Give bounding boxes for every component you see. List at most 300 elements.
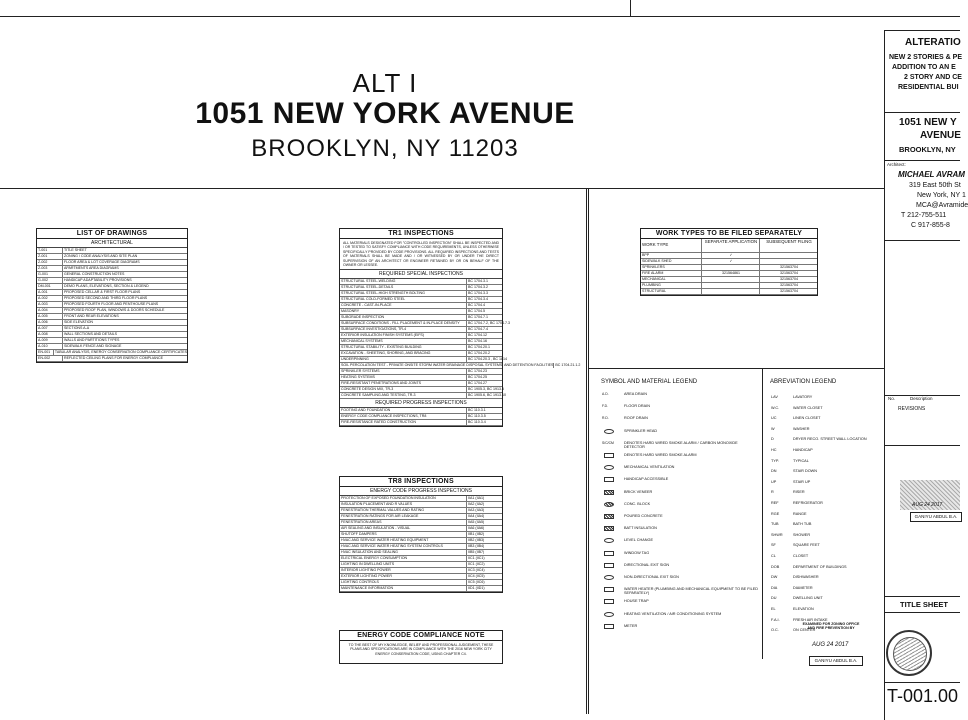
tr1-special-cell: BC 1704.12 (466, 333, 502, 338)
legend-symbol-icon (602, 599, 616, 604)
tr1-special-cell: BC 1905.3, BC 1913.5 (468, 387, 504, 392)
tr1-special-cell: CONCRETE - CAST-IN-PLACE (341, 303, 392, 308)
work-type-cell (701, 289, 759, 294)
tb-line-6 (884, 596, 960, 597)
tr8-inspections-table (339, 476, 503, 593)
tr1-special-cell: BC 1704.7.2, BC 1704.7.3 (468, 321, 510, 326)
work-type-cell: 321564861 (701, 271, 759, 276)
drawing-cell: A-008 (37, 332, 63, 337)
column-divider-2 (588, 189, 589, 714)
abbrev-code: EL (771, 607, 776, 611)
tr1-special-cell: BC 1704.20.2 (466, 351, 502, 356)
abbrev-code: CL (771, 554, 776, 558)
legend-symbol-icon (602, 575, 616, 580)
tr8-cell: INSULATION PLACEMENT AND R VALUES (341, 502, 413, 506)
work-type-cell: FIRE ALARM (642, 271, 664, 275)
legend-symbol-label: WATER HEATER (PLUMBING AND MECHANICAL EQUIPMENT TO BE FILED SEPARATELY) (624, 587, 758, 596)
abbrev-code: W.C. (771, 405, 780, 410)
legend-symbol-icon (602, 502, 616, 507)
legend-symbol-icon (602, 587, 616, 592)
drawing-cell: TITLE SHEET (64, 248, 87, 252)
tr8-sub: ENERGY CODE PROGRESS INSPECTIONS (340, 487, 502, 496)
abbrev-code: D (771, 437, 774, 442)
legend-symbol-icon (602, 465, 616, 470)
tr1-progress-title: REQUIRED PROGRESS INSPECTIONS (340, 399, 502, 408)
tb-addr-2: AVENUE (920, 130, 961, 141)
drawing-cell: T-001 (37, 248, 63, 253)
tb-contact-3: MCA@Avramide (916, 202, 968, 209)
tb-no-label: No. (888, 396, 896, 401)
tr8-cell: IID1 (IID1) (466, 586, 502, 591)
tr1-special-cell: BC 1704.21.1.2 (555, 363, 581, 368)
work-types-header-row (641, 239, 817, 253)
drawing-cell: WALL SECTIONS AND DETAILS (64, 332, 117, 336)
legend-symbol-icon (602, 538, 616, 543)
tr8-cell: ELECTRICAL ENERGY CONSUMPTION (341, 556, 408, 560)
tr1-special-cell: BC 1704.3.3 (466, 291, 502, 296)
tr1-special-title: REQUIRED SPECIAL INSPECTIONS (340, 269, 502, 279)
legend-symbol-icon (602, 441, 616, 446)
energy-compliance-note (339, 630, 503, 664)
tb-desc-label: Description (910, 396, 933, 401)
abbrev-code: DW (771, 575, 778, 580)
legend-symbol-label: METER (624, 623, 638, 628)
abbrev-code: R (771, 490, 774, 495)
abbrev-meaning: LAVATORY (793, 395, 813, 399)
tr8-cell: IIA1 (IIA1) (466, 496, 502, 501)
legend-symbol-label: HEATING VENTILATION / AIR CONDITIONING SYSTEM (624, 611, 722, 616)
examined-stamp-name-box (809, 656, 863, 666)
tr1-special-cell: BC 1704.3.2 (466, 285, 502, 290)
abbrev-code: RGE (771, 511, 780, 516)
work-type-cell (701, 277, 759, 282)
tb-desc-1: NEW 2 STORIES & PE (889, 54, 962, 61)
tr8-cell: LIGHTING IN DWELLING UNITS (341, 562, 395, 566)
top-border-line (0, 16, 960, 17)
drawing-cell: APARTMENTS AREA DIAGRAMS (64, 266, 119, 270)
abbrev-meaning: FRESH AIR INTAKE (793, 617, 828, 622)
tb-desc-3: 2 STORY AND CE (904, 74, 962, 81)
tr8-cell: IIA6 (IIA6) (466, 526, 502, 531)
work-type-cell: SPRINKLERS (642, 265, 665, 269)
tb-revisions: REVISIONS (898, 406, 926, 412)
work-type-cell: STRUCTURAL (642, 289, 667, 293)
tr8-cell: SHUTOFF DAMPERS (341, 532, 377, 536)
abbrev-meaning: BATH TUB (793, 522, 812, 527)
legend-symbol-icon (602, 490, 616, 495)
abbrev-code: O.C. (771, 628, 779, 633)
tr1-special-cell: BC 1704.7.4 (466, 327, 502, 332)
drawing-cell: DEMO PLANS, ELEVATIONS, SECTION & LEGEND (64, 284, 149, 288)
wt-header-separate: SEPARATE APPLICATION (701, 239, 759, 252)
drawing-cell: PROPOSED ROOF PLAN, WINDOWS & DOORS SCHEDULE (64, 308, 165, 312)
tr8-cell: IIA3 (IIA3) (466, 508, 502, 513)
tr8-cell: LIGHTING CONTROLS (341, 580, 379, 584)
work-type-cell: PLUMBING (642, 283, 661, 287)
tb-stamp-name-box (910, 512, 962, 522)
drawing-cell: FRONT AND REAR ELEVATIONS (64, 314, 119, 318)
tb-sheet-title: TITLE SHEET (900, 600, 948, 609)
tr1-progress-cell: FIRE-RESISTANCE RATED CONSTRUCTION (341, 420, 416, 425)
drawing-cell: A-001 (37, 290, 63, 295)
work-type-cell: 321563704 (759, 265, 817, 270)
tb-line-7 (884, 612, 960, 613)
legend-symbol-icon (602, 404, 616, 409)
drawing-cell: SECTIONS A-A (64, 326, 90, 330)
tr1-special-cell: SUBSURFACE CONDITIONS - FILL PLACEMENT & IN-PLACE DENSITY (341, 321, 460, 326)
legend-symbol-label: BRICK VENEER (624, 489, 653, 494)
work-type-cell: 321563704 (759, 277, 817, 282)
tr8-cell: IIB1 (IIB2) (466, 532, 502, 537)
legend-symbol-label: DENOTES HARD WIRED SMOKE ALARM (624, 453, 697, 457)
titleblock-left-border (884, 30, 885, 720)
tr8-row (340, 586, 502, 592)
drawing-cell: EN-001 (37, 350, 54, 355)
drawing-cell: A-002 (37, 296, 63, 301)
tr1-special-cell: BC 1704.25 (466, 375, 502, 380)
legend-symbol-label: FLOOR DRAIN (624, 404, 650, 409)
drawing-cell: G-002 (37, 278, 63, 283)
legend-symbol-icon (602, 477, 616, 482)
abbrev-code: DIA (771, 585, 778, 590)
tr1-progress-cell: BC 110.3.1 (466, 408, 502, 413)
legend-symbol-label: LEVEL CHANGE (624, 538, 653, 543)
legend-symbol-code: F.D. (602, 404, 609, 409)
legend-symbol-label: HOUSE TRAP (624, 599, 649, 604)
energy-text: TO THE BEST OF MY KNOWLEDGE, BELIEF AND PROFESSIONAL JUDGEMENT, THESE PLANS AND SPECIFICATIONS ARE IN COMPLIANCE WITH THE 2016 NEW YORK CITY ENERGY CONSERVATION CODE, USING CHAPTER C4. (348, 643, 494, 656)
tr8-cell: IIC4 (IIC5) (466, 574, 502, 579)
tr8-cell: EXTERIOR LIGHTING POWER (341, 574, 392, 578)
tb-architect-label: Architect: (887, 162, 906, 167)
examined-stamp-name: GANIYU ABDUL B.A. (814, 658, 858, 663)
drawing-cell: A-007 (37, 326, 63, 331)
tr1-progress-cell: ENERGY CODE COMPLIANCE INSPECTIONS, TR8 (341, 414, 427, 419)
tr1-special-cell: FIRE-RESISTANT PENETRATIONS AND JOINTS (341, 381, 422, 386)
drawing-cell: ZONING / CODE ANALYSIS AND SITE PLAN (64, 254, 138, 258)
tr8-cell: IIA4 (IIA4) (466, 514, 502, 519)
legend-symbol-label: ROOF DRAIN (624, 416, 648, 421)
abbrev-code: SF (771, 543, 776, 548)
drawing-cell: A-006 (37, 320, 63, 325)
drawing-cell: DM-001 (37, 284, 63, 289)
tr1-progress-cell: BC 110.3.5 (466, 414, 502, 419)
work-type-cell (701, 265, 759, 270)
legend-divider (762, 369, 763, 659)
legend-symbol-icon (602, 514, 616, 519)
tb-sheet-number: T-001.00 (887, 686, 959, 706)
drawing-cell: GENERAL CONSTRUCTION NOTES (64, 272, 125, 276)
tr1-title: TR1 INSPECTIONS (340, 229, 502, 239)
legend-symbol-label: BATT INSULATION (624, 526, 657, 531)
tr8-cell: IIB5 (IIB7) (466, 550, 502, 555)
drawing-cell: PROPOSED SECOND AND THIRD FLOOR PLANS (64, 296, 148, 300)
tr1-special-cell: MASONRY (341, 309, 360, 314)
abbrev-meaning: HANDICAP (793, 448, 813, 452)
abbrev-meaning: DWELLING UNIT (793, 596, 823, 601)
tr1-special-cell: EXTERIOR INSULATION FINISH SYSTEMS (EIFS) (341, 333, 424, 338)
legend-symbol-label: DIRECTIONAL EXIT SIGN (624, 562, 670, 567)
tr1-special-cell: BC 1704.4 (466, 303, 502, 308)
legend-symbol-label: POURED CONCRETE (624, 514, 663, 518)
tr1-special-cell: CONCRETE DESIGN MIX, TR-3 (341, 387, 394, 392)
tr8-cell: AIR SEALING AND INSULATION - VISUAL (341, 526, 411, 530)
drawing-cell: HANDICAP ADAPTABILITY PROVISIONS (64, 278, 132, 282)
tr1-progress-row (340, 420, 502, 426)
abbrev-meaning: CLOSET (793, 554, 809, 558)
abbrev-code: REF (771, 501, 779, 505)
tr8-cell: HVAC INSULATION AND SEALING (341, 550, 398, 554)
drawing-cell: WALLS AND PARTITIONS TYPES (64, 338, 120, 342)
header-bottom-line (0, 188, 884, 189)
drawing-cell: EN-002 (37, 356, 63, 361)
legend-symbol-icon (602, 416, 616, 421)
tr1-special-cell: STRUCTURAL STEEL-WELDING (341, 279, 396, 284)
tb-line-1 (884, 112, 960, 113)
tb-contact-2: New York, NY 1 (917, 192, 966, 199)
tr8-cell: HVAC AND SERVICE WATER HEATING SYSTEM CONTROLS (341, 544, 443, 548)
column-divider-1 (586, 189, 587, 714)
tr1-special-cell: SOIL PERCOLATION TEST - PRIVATE ONSITE STORM WATER DRAINAGE DISPOSAL SYSTEMS, AND DETENTION FACILITIES (341, 363, 554, 368)
examined-stamp-text: EXAMINED FOR ZONING OFFICE AND FIRE PREVENTION BY (802, 622, 860, 630)
tb-stamp-date: AUG 24 2017 (912, 502, 943, 508)
top-divider (630, 0, 631, 16)
abbrev-code: W (771, 426, 775, 431)
work-type-row (641, 289, 817, 295)
tr1-special-cell: STRUCTURAL STABILITY - EXISTING BUILDING (341, 345, 422, 350)
legend-symbol-code: S/C/CM (602, 440, 614, 445)
tr1-special-cell: STRUCTURAL STEEL-HIGH STRENGTH BOLTING (341, 291, 425, 296)
tr1-special-cell: CONCRETE SAMPLING AND TESTING, TR-3 (341, 393, 416, 398)
wt-header-type: WORK TYPE (642, 242, 669, 247)
legend-symbol-label: SPRINKLER HEAD (624, 428, 658, 433)
project-address-title: 1051 NEW YORK AVENUE (195, 97, 575, 130)
work-types-title: WORK TYPES TO BE FILED SEPARATELY (641, 229, 817, 239)
abbrev-meaning: SQUARE FEET (793, 543, 820, 548)
legend-symbol-icon (602, 551, 616, 556)
tr8-cell: IIA5 (IIA5) (466, 520, 502, 525)
list-of-drawings-table (36, 228, 188, 363)
tr8-cell: MAINTENANCE INFORMATION (341, 586, 394, 590)
tb-line-5 (884, 445, 960, 446)
abbrev-code: F.A.I. (771, 617, 780, 622)
wt-header-subsequent: SUBSEQUENT FILING (759, 239, 817, 252)
project-city-title: BROOKLYN, NY 11203 (251, 135, 519, 162)
work-type-cell (759, 253, 817, 258)
work-type-cell (701, 283, 759, 288)
abbreviation-legend-title: ABREVIATION LEGEND (770, 379, 837, 385)
drawing-cell: Z-001 (37, 254, 63, 259)
legend-symbol-icon (602, 526, 616, 531)
tr8-cell: HVAC AND SERVICE WATER HEATING EQUIPMENT (341, 538, 429, 542)
tr1-special-cell: BC 1905.6, BC 1913.10 (468, 393, 506, 398)
tb-contact-1: 319 East 50th St (909, 182, 961, 189)
list-of-drawings-section: ARCHITECTURAL (37, 239, 187, 248)
legend-symbol-label: WINDOW TAG (624, 550, 650, 555)
abbrev-code: LAV (771, 395, 778, 399)
abbrev-code: TUB (771, 522, 779, 527)
legend-symbol-label: HANDICAP ACCESSIBLE (624, 477, 669, 482)
drawing-cell: TABULAR ANALYSIS, ENERGY CONSERVATION COMPLIANCE CERTIFICATES (54, 350, 187, 354)
energy-title: ENERGY CODE COMPLIANCE NOTE (340, 631, 502, 641)
tr1-special-cell: UNDERPINNING (341, 357, 369, 362)
tr1-special-cell: EXCAVATION - SHEETING, SHORING, AND BRACING (341, 351, 431, 356)
tr8-cell: IIC3 (IIC4) (466, 568, 502, 573)
drawing-cell: REFLECTED CEILING PLANS FOR ENERGY COMPLIANCE (64, 356, 163, 360)
abbrev-meaning: RISER (793, 490, 805, 495)
drawing-cell: A-003 (37, 302, 63, 307)
tb-heading: ALTERATIO (905, 37, 961, 48)
tr8-cell: INTERIOR LIGHTING POWER (341, 568, 391, 572)
work-type-cell: 321563704 (759, 271, 817, 276)
tb-desc-4: RESIDENTIAL BUI (898, 84, 959, 91)
tb-stamp-name: GANIYU ABDUL B.A. (914, 514, 958, 519)
tb-architect-name: MICHAEL AVRAM (898, 170, 965, 179)
tr1-special-cell: STRUCTURAL STEEL-DETAILS (341, 285, 394, 290)
tr1-special-cell: BC 1704.16 (466, 339, 502, 344)
work-type-cell (759, 259, 817, 264)
abbrev-meaning: STAIR UP (793, 479, 811, 484)
legend-symbol-icon (602, 563, 616, 568)
tb-desc-2: ADDITION TO AN E (892, 64, 956, 71)
drawing-cell: A-009 (37, 338, 63, 343)
tr8-cell: IIC1 (IIC1) (466, 556, 502, 561)
tr8-cell: FENESTRATION AREAS (341, 520, 382, 524)
abbrev-meaning: SHOWER (793, 532, 811, 537)
abbrev-code: HC (771, 448, 777, 452)
abbrev-meaning: DRYER RECO. STREET WALL LOCATION (793, 437, 867, 442)
drawing-cell: PROPOSED FOURTH FLOOR AND PENTHOUSE PLANS (64, 302, 159, 306)
drawing-cell: PROPOSED CELLAR & FIRST FLOOR PLANS (64, 290, 141, 294)
tr8-cell: FENESTRATION THERMAL VALUES AND RATING (341, 508, 425, 512)
tb-addr-3: BROOKLYN, NY (899, 145, 956, 154)
abbrev-code: DN (771, 469, 777, 474)
abbrev-code: UC (771, 416, 777, 421)
legend-symbol-label: CONC. BLOCK (624, 501, 651, 506)
examined-stamp-date: AUG 24 2017 (812, 642, 849, 648)
legend-symbol-code: A.D. (602, 392, 609, 396)
abbrev-meaning: DEPARTMENT OF BUILDINGS (793, 564, 847, 569)
drawing-cell: A-004 (37, 308, 63, 313)
drawing-cell: G-001 (37, 272, 63, 277)
abbrev-code: DOB (771, 564, 780, 569)
work-type-cell: 321563704 (759, 289, 817, 294)
drawing-cell: Z-002 (37, 260, 63, 265)
titleblock-top-border (884, 30, 960, 31)
tr1-special-cell: BC 1704.27 (466, 381, 502, 386)
abbrev-meaning: STAIR DOWN (793, 469, 817, 474)
tb-contact-5: C 917-855-8 (911, 222, 950, 229)
tr8-cell: FENESTRATION RATINGS FOR AIR LEAKAGE (341, 514, 419, 518)
legend-symbol-label: NON-DIRECTIONAL EXIT SIGN (624, 575, 679, 579)
tr1-special-cell: BC 1704.23 (466, 369, 502, 374)
legend-symbol-icon (602, 453, 616, 458)
work-type-cell: BPP (642, 253, 650, 257)
legend-symbol-label: MECHANICAL VENTILATION (624, 465, 675, 470)
tr8-cell: IIB3 (IIB4) (466, 544, 502, 549)
tr8-cell: IIA2 (IIA2) (466, 502, 502, 507)
tr1-special-cell: SUBSURFACE INVESTIGATIONS, TR-4 (341, 327, 407, 332)
legend-symbol-label: DENOTES HARD WIRED SMOKE ALARM / CARBON MONOXIDE DETECTOR (624, 440, 738, 449)
tr1-paragraph: ALL MATERIALS DESIGNATED FOR "CONTROLLED INSPECTION" SHALL BE INSPECTED AND / OR TESTED TO SATISFY COMPLIANCE WITH CODE REQUIREMENTS, UNLESS OTHERWISE SPECIFICALLY PROVIDED BY CODE PROVISIONS. ALL REQUIRED INSPECTIONS AND TESTS OF MATERIALS SHALL BE MADE AND / OR WITNESSED BY OR UNDER THE DIRECT SUPERVISION OF AN ARCHITECT OR ENGINEER RETAINED BY OR ON BEHALF OF THE OWNER OR LESSEE. (343, 241, 499, 268)
tb-seal-icon (886, 630, 932, 676)
legend-symbol-label: AREA DRAIN (624, 392, 647, 396)
tr8-cell: IIC5 (IIC6) (466, 580, 502, 585)
drawing-cell: Z-003 (37, 266, 63, 271)
tr1-special-cell: BC 1704.3.4 (466, 297, 502, 302)
tr1-special-cell: SUBGRADE INSPECTION (341, 315, 385, 320)
drawing-cell: SIDE ELEVATION (64, 320, 94, 324)
tr1-special-cell: HEATING SYSTEMS (341, 375, 375, 380)
abbrev-code: TYP. (771, 458, 779, 463)
tr8-cell: IIB2 (IIB3) (466, 538, 502, 543)
tr8-cell: IIC1 (IIC2) (466, 562, 502, 567)
tr8-cell: PROTECTION OF EXPOSED FOUNDATION INSULATION (341, 496, 436, 500)
legend-symbol-icon (602, 612, 616, 617)
abbrev-code: UP (771, 479, 777, 484)
tb-line-2 (884, 160, 960, 161)
abbrev-meaning: ELEVATION (793, 607, 814, 611)
tb-addr-1: 1051 NEW Y (899, 117, 957, 128)
abbrev-meaning: DISHWASHER (793, 575, 819, 580)
work-type-cell: MECHANICAL (642, 277, 666, 281)
tr1-special-cell: BC 1704.3.1 (466, 279, 502, 284)
drawing-row (37, 356, 187, 362)
abbrev-code: SHWR (771, 532, 783, 537)
tb-line-3 (884, 240, 960, 241)
list-of-drawings-title: LIST OF DRAWINGS (37, 229, 187, 239)
tr1-special-cell: MECHANICAL SYSTEMS (341, 339, 383, 344)
sheet-alt-title: ALT I (352, 68, 418, 98)
drawing-cell: A-005 (37, 314, 63, 319)
symbol-legend-title: SYMBOL AND MATERIAL LEGEND (601, 379, 698, 385)
abbrev-meaning: WATER CLOSET (793, 405, 823, 410)
tr1-inspections-table (339, 228, 581, 427)
tr8-title: TR8 INSPECTIONS (340, 477, 502, 487)
legend-top-line (588, 368, 884, 369)
drawing-cell: SIDEWALK FENCE AND SIGNAGE (64, 344, 122, 348)
work-type-cell: 321563704 (759, 283, 817, 288)
tr1-special-cell: BC 1704.5 (466, 309, 502, 314)
abbrev-meaning: RANGE (793, 511, 807, 516)
abbrev-meaning: LINEN CLOSET (793, 416, 821, 421)
drawing-cell: A-010 (37, 344, 63, 349)
legend-symbol-code: R.D. (602, 416, 609, 421)
work-type-cell: ✓ (701, 259, 759, 264)
tr1-special-cell: BC 1704.20.3 , BC 1814 (468, 357, 507, 362)
tr1-special-cell: SPRINKLER SYSTEMS (341, 369, 380, 374)
tr1-progress-cell: BC 110.3.4 (466, 420, 502, 425)
tb-line-8 (884, 682, 960, 683)
tr1-special-cell: BC 1704.7.1 (466, 315, 502, 320)
abbrev-meaning: DIAMETER (793, 585, 813, 590)
legend-symbol-icon (602, 624, 616, 629)
work-type-cell: ✓ (701, 253, 759, 258)
tr1-special-cell: BC 1704.20.1 (466, 345, 502, 350)
abbrev-meaning: WASHER (793, 426, 810, 431)
work-type-cell: SIDEWALK SHED (642, 259, 672, 263)
tr1-special-cell: STRUCTURAL COLD-FORMED STEEL (341, 297, 406, 302)
legend-symbol-icon (602, 392, 616, 397)
tb-contact-4: T 212-755-511 (901, 212, 947, 219)
abbrev-meaning: ON CENTER (793, 628, 816, 633)
legend-symbol-icon (602, 429, 616, 434)
abbrev-meaning: REFRIGERATOR (793, 501, 823, 505)
tr1-progress-cell: FOOTING AND FOUNDATION (341, 408, 391, 413)
abbrev-meaning: TYPICAL (793, 458, 809, 463)
work-types-table (640, 228, 818, 296)
drawing-cell: FLOOR AREA & LOT COVERAGE DIAGRAMS (64, 260, 140, 264)
abbrev-code: DU (771, 596, 777, 601)
